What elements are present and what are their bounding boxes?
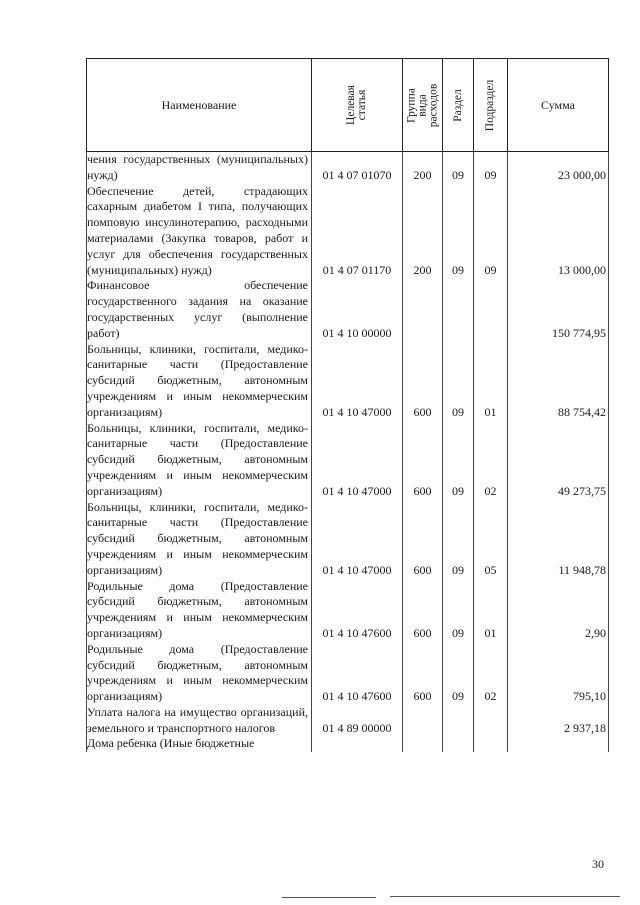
header-target-text: Целевая статья <box>345 85 368 125</box>
row-group: 600 <box>403 500 443 579</box>
row-target <box>312 736 403 752</box>
table-row <box>87 152 609 184</box>
page-number: 30 <box>592 857 604 871</box>
row-target: 01 4 07 01070 <box>312 152 403 184</box>
row-sum: 150 774,95 <box>508 278 609 341</box>
row-group: 600 <box>403 642 443 705</box>
header-target-article <box>312 59 403 152</box>
row-group: 200 <box>403 184 443 279</box>
header-group-text: Группа вида расходов <box>405 83 439 127</box>
row-sum: 2 937,18 <box>508 705 609 737</box>
row-section: 09 <box>443 421 474 500</box>
row-subsection: 01 <box>474 342 508 421</box>
row-section <box>443 278 474 341</box>
row-subsection <box>474 705 508 737</box>
budget-table <box>86 58 609 752</box>
row-section: 09 <box>443 152 474 184</box>
row-name: Больницы, клиники, госпитали, медико-санитарные части (Предоставление субсидий бюджетным, автономным учреждениям и иным некоммерческим организациям) <box>87 421 312 500</box>
row-group: 200 <box>403 152 443 184</box>
row-name: Родильные дома (Предоставление субсидий бюджетным, автономным учреждениям и иным некоммерческим организациям) <box>87 579 312 642</box>
row-target: 01 4 07 01170 <box>312 184 403 279</box>
row-sum: 13 000,00 <box>508 184 609 279</box>
budget-table-page <box>86 58 608 752</box>
row-section: 09 <box>443 500 474 579</box>
row-target: 01 4 10 47000 <box>312 421 403 500</box>
row-name: Родильные дома (Предоставление субсидий бюджетным, автономным учреждениям и иным некоммерческим организациям) <box>87 642 312 705</box>
row-name: Финансовое обеспечение государственного задания на оказание государственных услуг (выполнение работ) <box>87 278 312 341</box>
row-sum: 49 273,75 <box>508 421 609 500</box>
row-subsection <box>474 278 508 341</box>
footer-rule-short <box>282 897 376 898</box>
row-sum: 11 948,78 <box>508 500 609 579</box>
row-sum <box>508 736 609 752</box>
row-group <box>403 736 443 752</box>
row-group <box>403 705 443 737</box>
row-section: 09 <box>443 342 474 421</box>
row-target: 01 4 10 47000 <box>312 500 403 579</box>
row-target: 01 4 10 00000 <box>312 278 403 341</box>
row-section <box>443 705 474 737</box>
row-target: 01 4 10 47000 <box>312 342 403 421</box>
table-header-row <box>87 59 609 152</box>
header-sum: Сумма <box>508 59 609 152</box>
table-row <box>87 579 609 642</box>
header-section <box>443 59 474 152</box>
row-name: Больницы, клиники, госпитали, медико-санитарные части (Предоставление субсидий бюджетным, автономным учреждениям и иным некоммерческим организациям) <box>87 500 312 579</box>
row-sum: 23 000,00 <box>508 152 609 184</box>
row-group <box>403 278 443 341</box>
row-name: Уплата налога на имущество организаций, земельного и транспортного налогов <box>87 705 312 737</box>
header-section-text: Раздел <box>451 88 464 122</box>
row-subsection: 05 <box>474 500 508 579</box>
row-group: 600 <box>403 421 443 500</box>
row-sum: 795,10 <box>508 642 609 705</box>
table-row <box>87 642 609 705</box>
row-group: 600 <box>403 579 443 642</box>
row-section <box>443 736 474 752</box>
header-expense-group <box>403 59 443 152</box>
row-section: 09 <box>443 642 474 705</box>
header-name: Наименование <box>87 59 312 152</box>
row-subsection: 01 <box>474 579 508 642</box>
row-section: 09 <box>443 579 474 642</box>
row-sum: 2,90 <box>508 579 609 642</box>
row-name: Больницы, клиники, госпитали, медико-санитарные части (Предоставление субсидий бюджетным, автономным учреждениям и иным некоммерческим организациям) <box>87 342 312 421</box>
table-row <box>87 705 609 737</box>
row-subsection: 02 <box>474 421 508 500</box>
table-row <box>87 421 609 500</box>
header-subsection <box>474 59 508 152</box>
table-row <box>87 500 609 579</box>
header-subsection-text: Подраздел <box>484 79 496 131</box>
row-name: чения государственных (муниципальных) нужд) <box>87 152 312 184</box>
row-subsection: 09 <box>474 184 508 279</box>
row-subsection <box>474 736 508 752</box>
row-section: 09 <box>443 184 474 279</box>
footer-rule-long <box>390 896 620 897</box>
table-row <box>87 736 609 752</box>
table-row <box>87 278 609 341</box>
row-sum: 88 754,42 <box>508 342 609 421</box>
table-row <box>87 342 609 421</box>
table-row <box>87 184 609 279</box>
row-subsection: 02 <box>474 642 508 705</box>
table-body <box>87 152 609 753</box>
row-subsection: 09 <box>474 152 508 184</box>
row-name: Дома ребенка (Иные бюджетные <box>87 736 312 752</box>
row-group: 600 <box>403 342 443 421</box>
row-target: 01 4 89 00000 <box>312 705 403 737</box>
row-target: 01 4 10 47600 <box>312 642 403 705</box>
row-name: Обеспечение детей, страдающих сахарным диабетом I типа, получающих помповую инсулинотерапию, расходными материалами (Закупка товаров, работ и услуг для обеспечения государственных (муниципальных) нужд) <box>87 184 312 279</box>
row-target: 01 4 10 47600 <box>312 579 403 642</box>
